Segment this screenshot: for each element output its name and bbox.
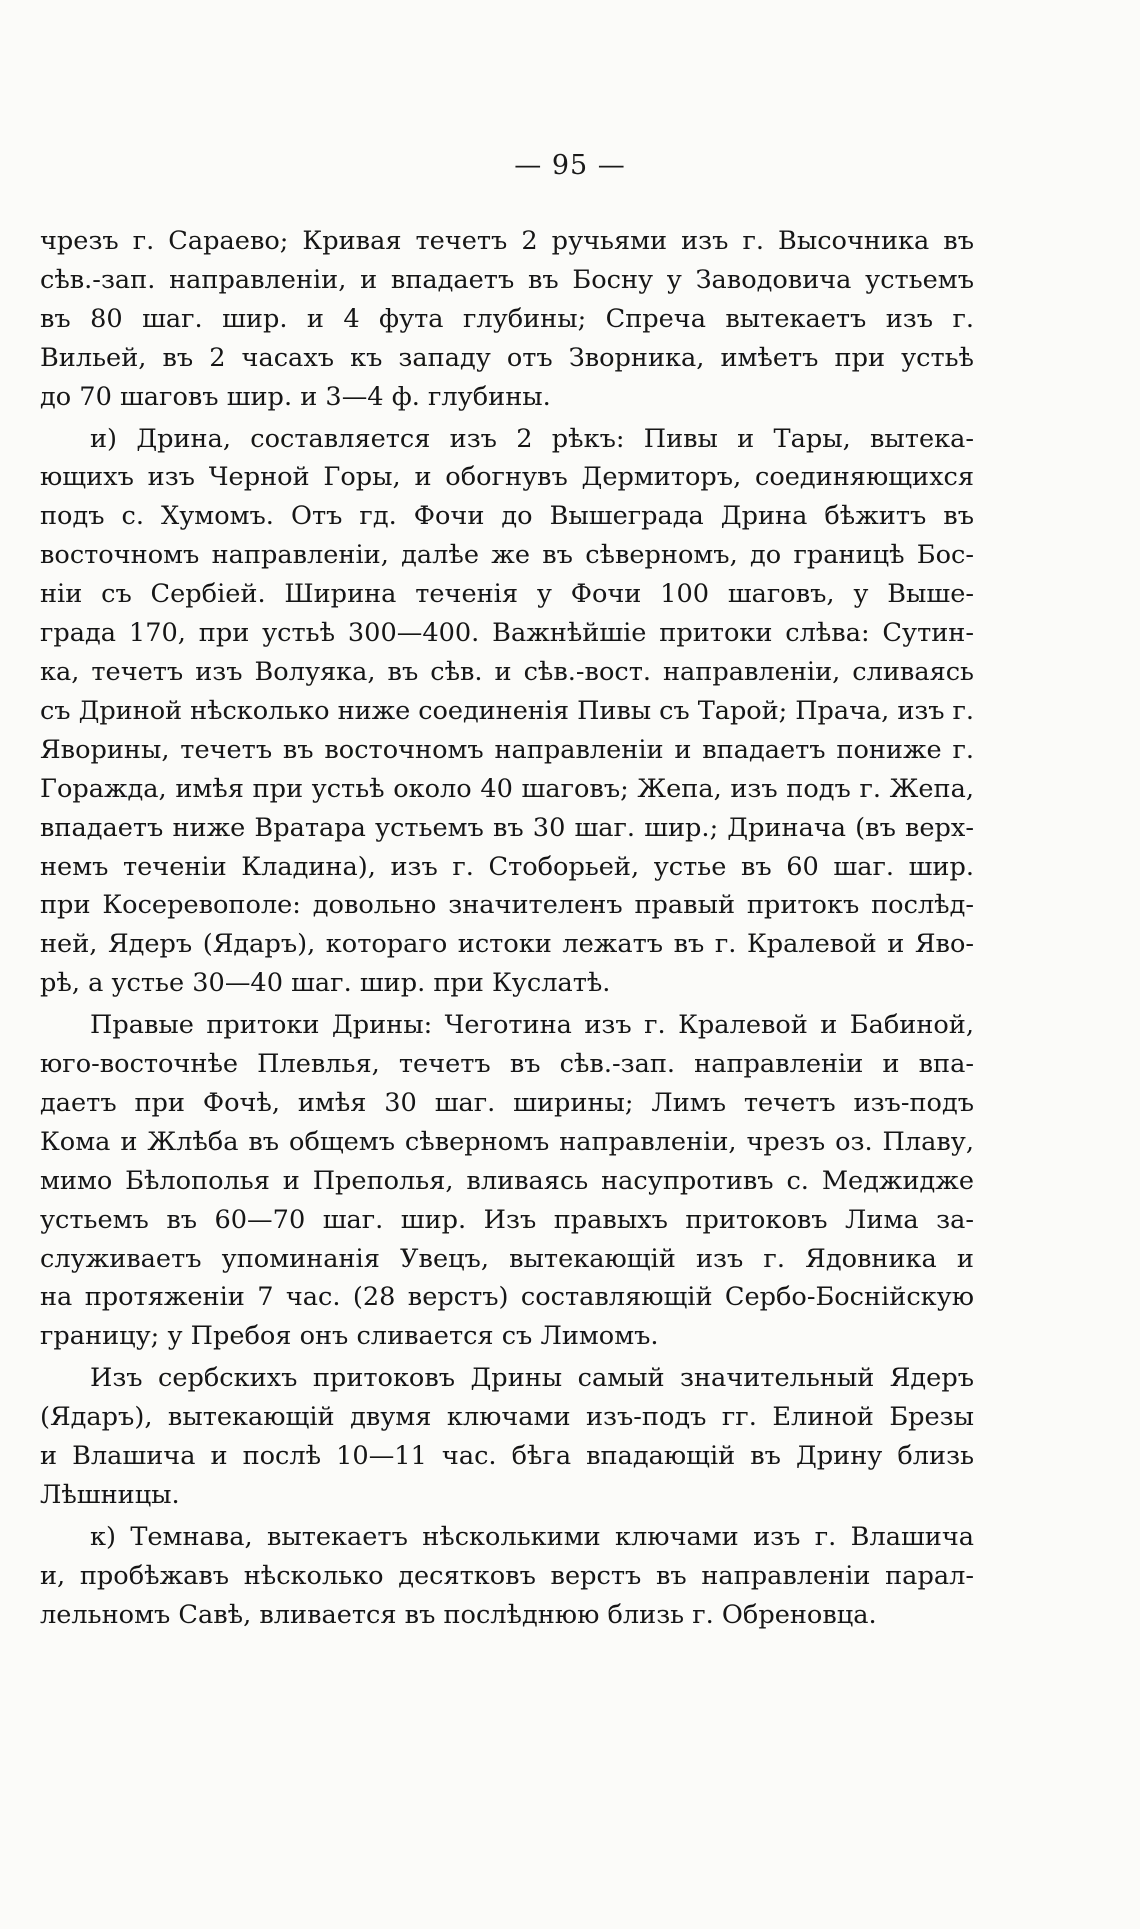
text-line: ней, Ядеръ (Ядаръ), котораго истоки лежатъ въ г. Кралевой и Яво- [40,929,974,960]
text-line: немъ теченіи Кладина), изъ г. Стоборьей, устье въ 60 шаг. шир. [40,851,974,882]
text-line: устьемъ въ 60—70 шаг. шир. Изъ правыхъ притоковъ Лима за- [40,1204,974,1235]
paragraph [40,420,974,1004]
text-line: въ 80 шаг. шир. и 4 фута глубины; Спреча вытекаетъ изъ г. [40,303,974,334]
text-line: съ Дриной нѣсколько ниже соединенія Пивы съ Тарой; Прача, изъ г. [40,695,974,726]
text-line: границу; у Пребоя онъ сливается съ Лимомъ. [40,1321,659,1352]
paragraph [40,1006,974,1356]
text-line: восточномъ направленіи, далѣе же въ сѣверномъ, до границѣ Бос- [40,540,974,571]
text-line: даетъ при Фочѣ, имѣя 30 шаг. ширины; Лимъ течетъ изъ-подъ [40,1087,974,1118]
text-line: при Косеревополе: довольно значителенъ правый притокъ послѣд- [40,890,974,921]
text-line: (Ядаръ), вытекающій двумя ключами изъ-подъ гг. Елиной Брезы [40,1402,974,1433]
paragraph [40,1518,974,1635]
text-line: и Влашича и послѣ 10—11 час. бѣга впадающій въ Дрину близь [40,1441,974,1472]
text-line: юго-восточнѣе Плевлья, течетъ въ сѣв.-зап. направленіи и впа- [40,1049,974,1080]
text-line: на протяженіи 7 час. (28 верстъ) составляющій Сербо-Боснійскую [40,1282,974,1313]
text-line: рѣ, а устье 30—40 шаг. шир. при Куслатѣ. [40,968,611,999]
text-line: служиваетъ упоминанія Увецъ, вытекающій изъ г. Ядовника и [40,1243,974,1274]
paragraph [40,1359,974,1515]
text-line: и) Дрина, составляется изъ 2 рѣкъ: Пивы и Тары, вытека- [90,423,974,454]
text-line: ніи съ Сербіей. Ширина теченія у Фочи 100 шаговъ, у Выше- [40,579,974,610]
text-line: Изъ сербскихъ притоковъ Дрины самый значительный Ядеръ [90,1363,974,1394]
text-line: Кома и Жлѣба въ общемъ сѣверномъ направленіи, чрезъ оз. Плаву, [40,1126,974,1157]
text-line: сѣв.-зап. направленіи, и впадаетъ въ Босну у Заводовича устьемъ [40,264,974,295]
text-line: чрезъ г. Сараево; Кривая течетъ 2 ручьями изъ г. Высочника въ [40,226,974,256]
body-text [40,222,974,1638]
text-line: Правые притоки Дрины: Чеготина изъ г. Кралевой и Бабиной, [90,1010,974,1041]
paragraph [40,222,974,417]
text-line: к) Темнава, вытекаетъ нѣсколькими ключами изъ г. Влашича [90,1521,974,1552]
page-number: — 95 — [514,150,626,181]
text-line: ка, течетъ изъ Волуяка, въ сѣв. и сѣв.-вост. направленіи, сливаясь [40,656,974,687]
text-line: мимо Бѣлополья и Преполья, вливаясь насупротивъ с. Меджидже [40,1165,974,1196]
text-line: Яворины, течетъ въ восточномъ направленіи и впадаетъ пониже г. [40,734,974,765]
text-line: лельномъ Савѣ, вливается въ послѣднюю близь г. Обреновца. [40,1599,877,1630]
text-line: Горажда, имѣя при устьѣ около 40 шаговъ; Жепа, изъ подъ г. Жепа, [40,773,974,804]
text-line: ющихъ изъ Черной Горы, и обогнувъ Дермиторъ, соединяющихся [40,462,974,493]
text-line: и, пробѣжавъ нѣсколько десятковъ верстъ въ направленіи парал- [40,1560,974,1591]
text-line: Лѣшницы. [40,1480,180,1510]
text-line: до 70 шаговъ шир. и 3—4 ф. глубины. [40,381,551,412]
text-line: впадаетъ ниже Вратара устьемъ въ 30 шаг. шир.; Дринача (въ верх- [40,812,974,843]
text-line: Вильей, въ 2 часахъ къ западу отъ Зворника, имѣетъ при устьѣ [40,342,974,373]
text-line: подъ с. Хумомъ. Отъ гд. Фочи до Вышеграда Дрина бѣжитъ въ [40,501,974,532]
text-line: града 170, при устьѣ 300—400. Важнѣйшіе притоки слѣва: Сутин- [40,618,974,649]
